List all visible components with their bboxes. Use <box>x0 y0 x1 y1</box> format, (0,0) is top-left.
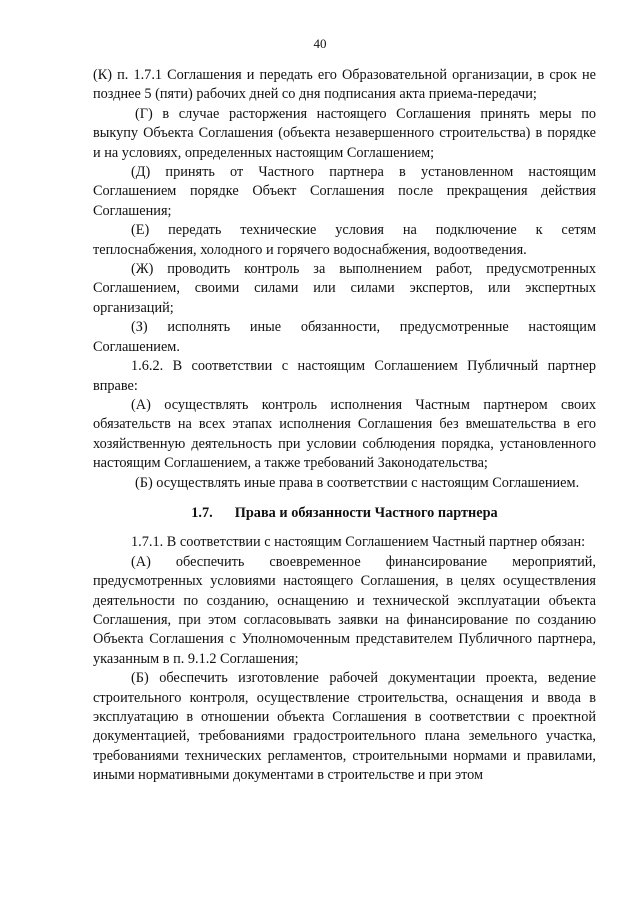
paragraph: (К) п. 1.7.1 Соглашения и передать его Образовательной организации, в срок не позднее 5 (пяти) рабочих дней со дня подписания акта приема-передачи; <box>93 67 596 103</box>
paragraph: 1.7.1. В соответствии с настоящим Соглашением Частный партнер обязан: <box>131 534 586 551</box>
paragraph: (Ж) проводить контроль за выполнением работ, предусмотренных Соглашением, своими силами или силами экспертов, или экспертных организаций; <box>93 261 596 316</box>
paragraph-group-before <box>93 66 596 493</box>
page-number: 40 <box>313 36 327 51</box>
section-heading <box>93 504 596 523</box>
section-title: Права и обязанности Частного партнера <box>234 504 498 521</box>
paragraph: (Б) осуществлять иные права в соответствии с настоящим Соглашением. <box>135 474 580 491</box>
section-number: 1.7. <box>191 504 213 521</box>
paragraph: (Д) принять от Частного партнера в установленном настоящим Соглашением порядке Объект Соглашения после прекращения действия Соглашения; <box>93 164 596 219</box>
document-body <box>93 66 596 786</box>
paragraph: 1.6.2. В соответствии с настоящим Соглашением Публичный партнер вправе: <box>93 358 596 394</box>
paragraph: (З) исполнять иные обязанности, предусмотренные настоящим Соглашением. <box>93 319 596 355</box>
paragraph: (Г) в случае расторжения настоящего Соглашения принять меры по выкупу Объекта Соглашения (объекта незавершенного строительства) в порядке и на условиях, определенных настоящим Соглашением; <box>93 105 596 161</box>
paragraph: (Е) передать технические условия на подключение к сетям теплоснабжения, холодного и горячего водоснабжения, водоотведения. <box>93 222 596 258</box>
paragraph-group-after <box>93 533 596 785</box>
paragraph: (А) осуществлять контроль исполнения Частным партнером своих обязательств на всех этапах исполнения Соглашения без вмешательства в его хозяйственную деятельность при условии соблюдения порядка, установленного настоящим Соглашением, а также требований Законодательства; <box>93 396 596 472</box>
paragraph: (А) обеспечить своевременное финансирование мероприятий, предусмотренных условиями настоящего Соглашения, в целях осуществления деятельности по созданию, оснащению и технической эксплуатации объекта Соглашения, при этом согласовывать заявки на финансирование по созданию Объекта Соглашения с Уполномоченным представителем Публичного партнера, указанным в п. 9.1.2 Соглашения; <box>93 553 596 667</box>
paragraph: (Б) обеспечить изготовление рабочей документации проекта, ведение строительного контроля, осуществление строительства, оснащения и ввода в эксплуатацию в отношении объекта Соглашения в соответствии с проектной документацией, требованиями градостроительного плана земельного участка, требованиями технических регламентов, строительными нормами и правилами, иными нормативными документами в строительстве и при этом <box>93 670 596 784</box>
